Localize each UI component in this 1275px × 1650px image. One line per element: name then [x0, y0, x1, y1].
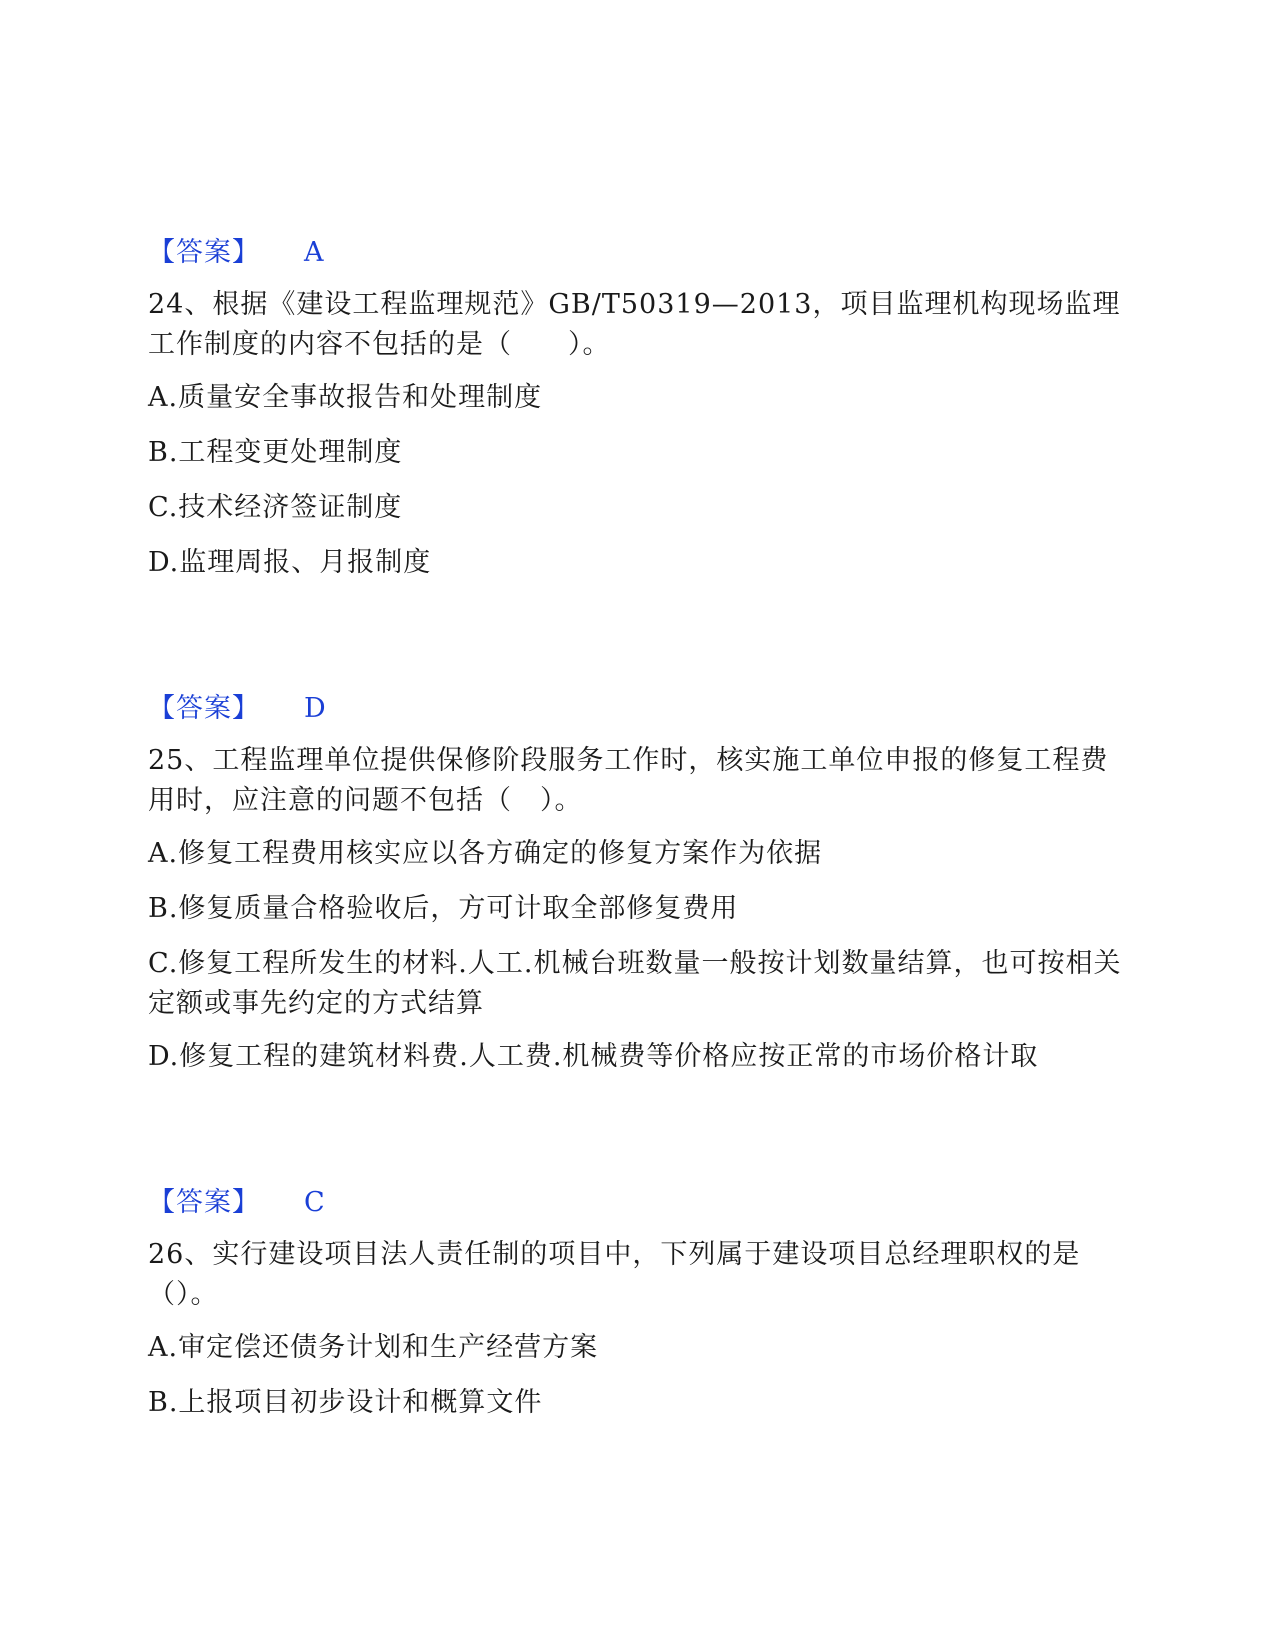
answer-label: 【答案】 — [148, 237, 260, 268]
question-26-option-b: B.上报项目初步设计和概算文件 — [148, 1387, 543, 1418]
question-25-stem: 25、工程监理单位提供保修阶段服务工作时，核实施工单位申报的修复工程费用时，应注意的问题不包括（ ）。 — [148, 745, 1109, 816]
answer-line-23 — [148, 230, 1128, 269]
answer-line-24 — [148, 686, 1128, 725]
question-26-stem: 26、实行建设项目法人责任制的项目中，下列属于建设项目总经理职权的是（）。 — [148, 1239, 1081, 1310]
question-24-stem: 24、根据《建设工程监理规范》GB/T50319—2013，项目监理机构现场监理工作制度的内容不包括的是（ ）。 — [148, 289, 1121, 360]
question-24-option-d: D.监理周报、月报制度 — [148, 547, 432, 578]
answer-line-25 — [148, 1180, 1128, 1219]
answer-value: C — [304, 1187, 326, 1218]
answer-label: 【答案】 — [148, 1187, 260, 1218]
question-24-option-c: C.技术经济签证制度 — [148, 492, 403, 523]
question-26-option-a: A.审定偿还债务计划和生产经营方案 — [148, 1332, 599, 1363]
question-24-option-a: A.质量安全事故报告和处理制度 — [148, 382, 543, 413]
answer-label: 【答案】 — [148, 693, 260, 724]
question-25-option-a: A.修复工程费用核实应以各方确定的修复方案作为依据 — [148, 838, 823, 869]
answer-value: D — [304, 693, 327, 724]
question-25-option-d: D.修复工程的建筑材料费.人工费.机械费等价格应按正常的市场价格计取 — [148, 1041, 1039, 1072]
answer-value: A — [304, 237, 325, 268]
question-25-option-b: B.修复质量合格验收后，方可计取全部修复费用 — [148, 893, 739, 924]
question-25-option-c: C.修复工程所发生的材料.人工.机械台班数量一般按计划数量结算，也可按相关定额或事先约定的方式结算 — [148, 948, 1122, 1019]
question-24-option-b: B.工程变更处理制度 — [148, 437, 403, 468]
